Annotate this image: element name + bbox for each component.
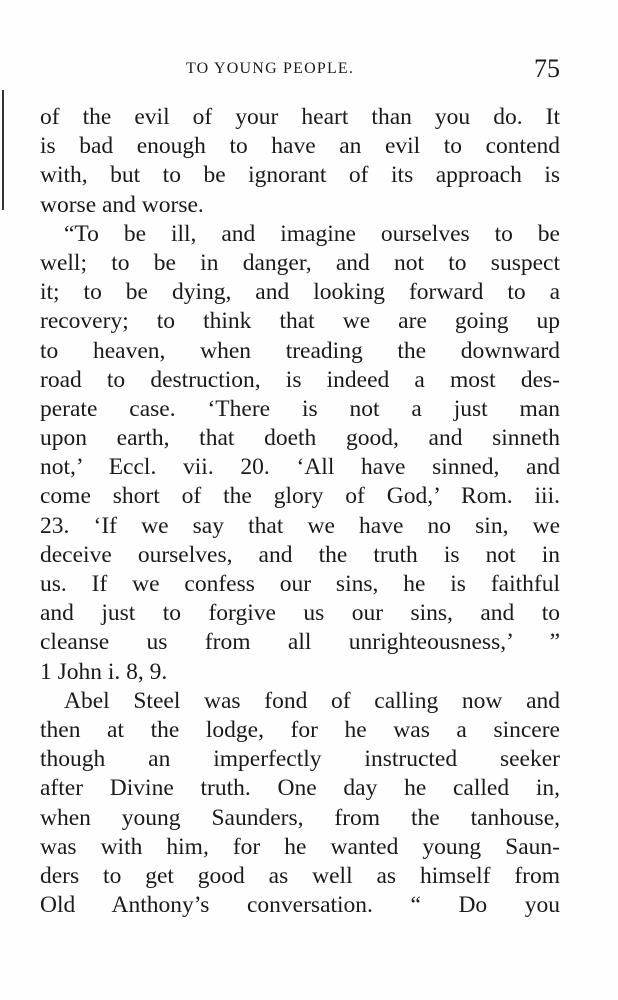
text-line: Old Anthony’s conversation. “ Do you — [40, 892, 560, 919]
text-line: was with him, for he wanted young Saun- — [40, 833, 560, 860]
text-line: perate case. ‘There is not a just man — [40, 395, 560, 422]
text-line: well; to be in danger, and not to suspect — [40, 249, 560, 276]
text-line: us. If we confess our sins, he is faithful — [40, 571, 560, 597]
text-line: when young Saunders, from the tanhouse, — [40, 804, 560, 831]
text-line: then at the lodge, for he was a sincere — [40, 716, 560, 743]
text-line: not,’ Eccl. vii. 20. ‘All have sinned, and — [40, 454, 560, 481]
text-line: to heaven, when treading the downward — [40, 337, 560, 364]
text-line: cleanse us from all unrighteousness,’ ” — [40, 629, 560, 656]
text-line: and just to forgive us our sins, and to — [40, 600, 560, 627]
text-line: come short of the glory of God,’ Rom. iii. — [40, 483, 560, 510]
text-line: though an imperfectly instructed seeker — [40, 746, 560, 773]
text-line: Abel Steel was fond of calling now and — [64, 687, 560, 714]
text-line: 23. ‘If we say that we have no sin, we — [40, 512, 560, 539]
text-line: “To be ill, and imagine ourselves to be — [64, 220, 560, 247]
page-header — [40, 56, 560, 86]
text-line: worse and worse. — [40, 191, 204, 218]
text-line: with, but to be ignorant of its approach is — [40, 162, 560, 189]
text-line: is bad enough to have an evil to contend — [40, 133, 560, 160]
page-edge-rule — [2, 90, 4, 210]
page-number: 75 — [534, 54, 560, 83]
text-line: deceive ourselves, and the truth is not in — [40, 541, 560, 568]
text-line: after Divine truth. One day he called in, — [40, 775, 560, 802]
text-line: it; to be dying, and looking forward to a — [40, 279, 560, 306]
text-line: 1 John i. 8, 9. — [40, 658, 168, 685]
text-line: upon earth, that doeth good, and sinneth — [40, 425, 560, 452]
text-line: road to destruction, is indeed a most des- — [40, 366, 560, 393]
text-line: of the evil of your heart than you do. It — [40, 104, 560, 130]
text-line: ders to get good as well as himself from — [40, 862, 560, 889]
body-text — [40, 103, 560, 920]
text-line: recovery; to think that we are going up — [40, 308, 560, 335]
running-head: TO YOUNG PEOPLE. — [186, 60, 355, 77]
